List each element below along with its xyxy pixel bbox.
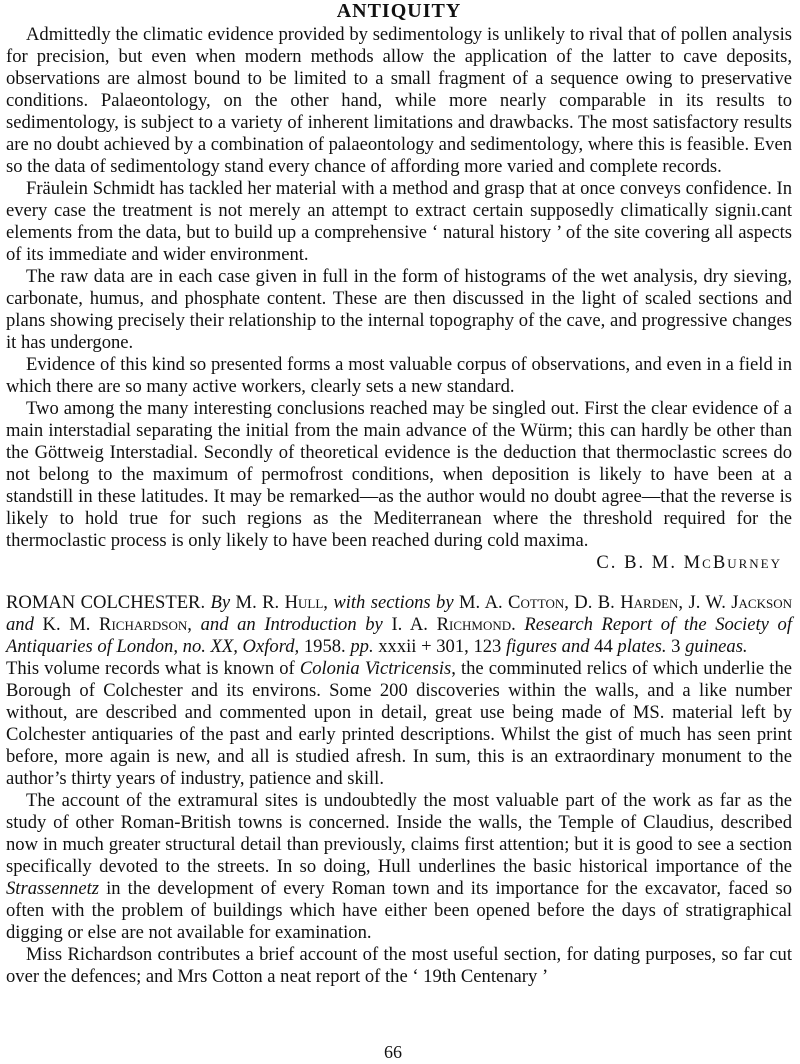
body-paragraph: Miss Richardson contributes a brief account of the most useful section, for dating purposes, so far cut over the defences; and Mrs Cotton a neat report of the ‘ 19th Centenary ’ xyxy=(6,944,792,987)
page-number: 66 xyxy=(384,1042,402,1062)
body-paragraph: This volume records what is known of Colonia Victricensis, the comminuted relics of which underlie the Borough of Colchester and its environs. Some 200 discoveries within the walls, and a like number without, are described and commented upon in detail, great use being made of MS. material left by Colchester antiquaries of the past and early printed descriptions. Whilst the gist of much has seen print before, more again is new, and all is studied afresh. In sum, this is an extraordinary monument to the author’s thirty years of industry, patience and skill. xyxy=(6,658,792,789)
book-title: ROMAN COLCHESTER. xyxy=(6,592,206,613)
series-info: Research Report of the Society of Antiquaries of London, no. XX, Oxford, xyxy=(6,614,792,657)
body-paragraph: The raw data are in each case given in full in the form of histograms of the wet analysis, dry sieving, carbonate, humus, and phosphate content. These are then discussed in the light of scaled sections and plans showing precisely their relationship to the internal topography of the cave, and progressive changes it has undergone. xyxy=(6,266,792,353)
journal-page xyxy=(6,0,792,988)
body-paragraph: Fräulein Schmidt has tackled her material with a method and grasp that at once conveys confidence. In every case the treatment is not merely an attempt to extract certain supposedly climatically signiı.cant elements from the data, but to build up a comprehensive ‘ natural history ’ of the site covering all aspects of its immediate and wider environment. xyxy=(6,178,792,265)
book-author: M. R. Hull, xyxy=(235,592,328,613)
review-body xyxy=(6,658,792,988)
review-header: ROMAN COLCHESTER. By M. R. Hull, with sections by M. A. Cotton, D. B. Harden, J. W. Jackson and K. M. Richardson, and an Introduction by I. A. Richmond. Research Report of the Society of Antiquaries of London, no. XX, Oxford, 1958. pp. xxxii + 301, 123 figures and 44 plates. 3 guineas. xyxy=(6,592,792,657)
introduction-author: I. A. Richmond. xyxy=(391,614,516,635)
review-continuation xyxy=(6,24,792,574)
page-count: xxxii + 301, 123 xyxy=(378,636,502,657)
contributors: M. A. Cotton, D. B. Harden, J. W. Jackson xyxy=(459,592,792,613)
body-paragraph: Admittedly the climatic evidence provided by sedimentology is unlikely to rival that of pollen analysis for precision, but even when modern methods allow the application of the latter to cave deposits, observations are almost bound to be limited to a small fragment of a sequence owing to preservative conditions. Palaeontology, on the other hand, while more nearly comparable in its results to sedimentology, is subject to a variety of inherent limitations and drawbacks. The most satisfactory results are no doubt achieved by a combination of palaeontology and sedimentology, where this is feasible. Even so the data of sedimentology stand every chance of affording more varied and complete records. xyxy=(6,24,792,177)
body-paragraph: Evidence of this kind so presented forms a most valuable corpus of observations, and even in a field in which there are so many active workers, clearly sets a new standard. xyxy=(6,354,792,397)
body-paragraph: Two among the many interesting conclusions reached may be singled out. First the clear evidence of a main interstadial separating the initial from the main advance of the Würm; this can hardly be other than the Göttweig Interstadial. Secondly of theoretical evidence is the deduction that thermoclastic screes do not belong to the maximum of permofrost conditions, when deposition is likely to have been at a standstill in these latitudes. It may be remarked—as the author would no doubt agree—that the reverse is likely to hold true for such regions as the Mediterranean where the threshold required for the thermoclastic process is only likely to have been reached during cold maxima. xyxy=(6,398,792,551)
reviewer-signature: C. B. M. McBurney xyxy=(596,552,782,573)
running-head: ANTIQUITY xyxy=(336,0,462,22)
body-paragraph: The account of the extramural sites is undoubtedly the most valuable part of the work as far as the study of other Roman-British towns is concerned. Inside the walls, the Temple of Claudius, described now in much greater structural detail than previously, claims first attention; but it is good to see a section specifically devoted to the streets. In so doing, Hull underlines the basic historical importance of the Strassennetz in the development of every Roman town and its importance for the excavator, faced so often with the problem of buildings which have either been opened before the days of stratigraphical digging or else are not available for examination. xyxy=(6,790,792,943)
price: 3 xyxy=(671,636,681,657)
